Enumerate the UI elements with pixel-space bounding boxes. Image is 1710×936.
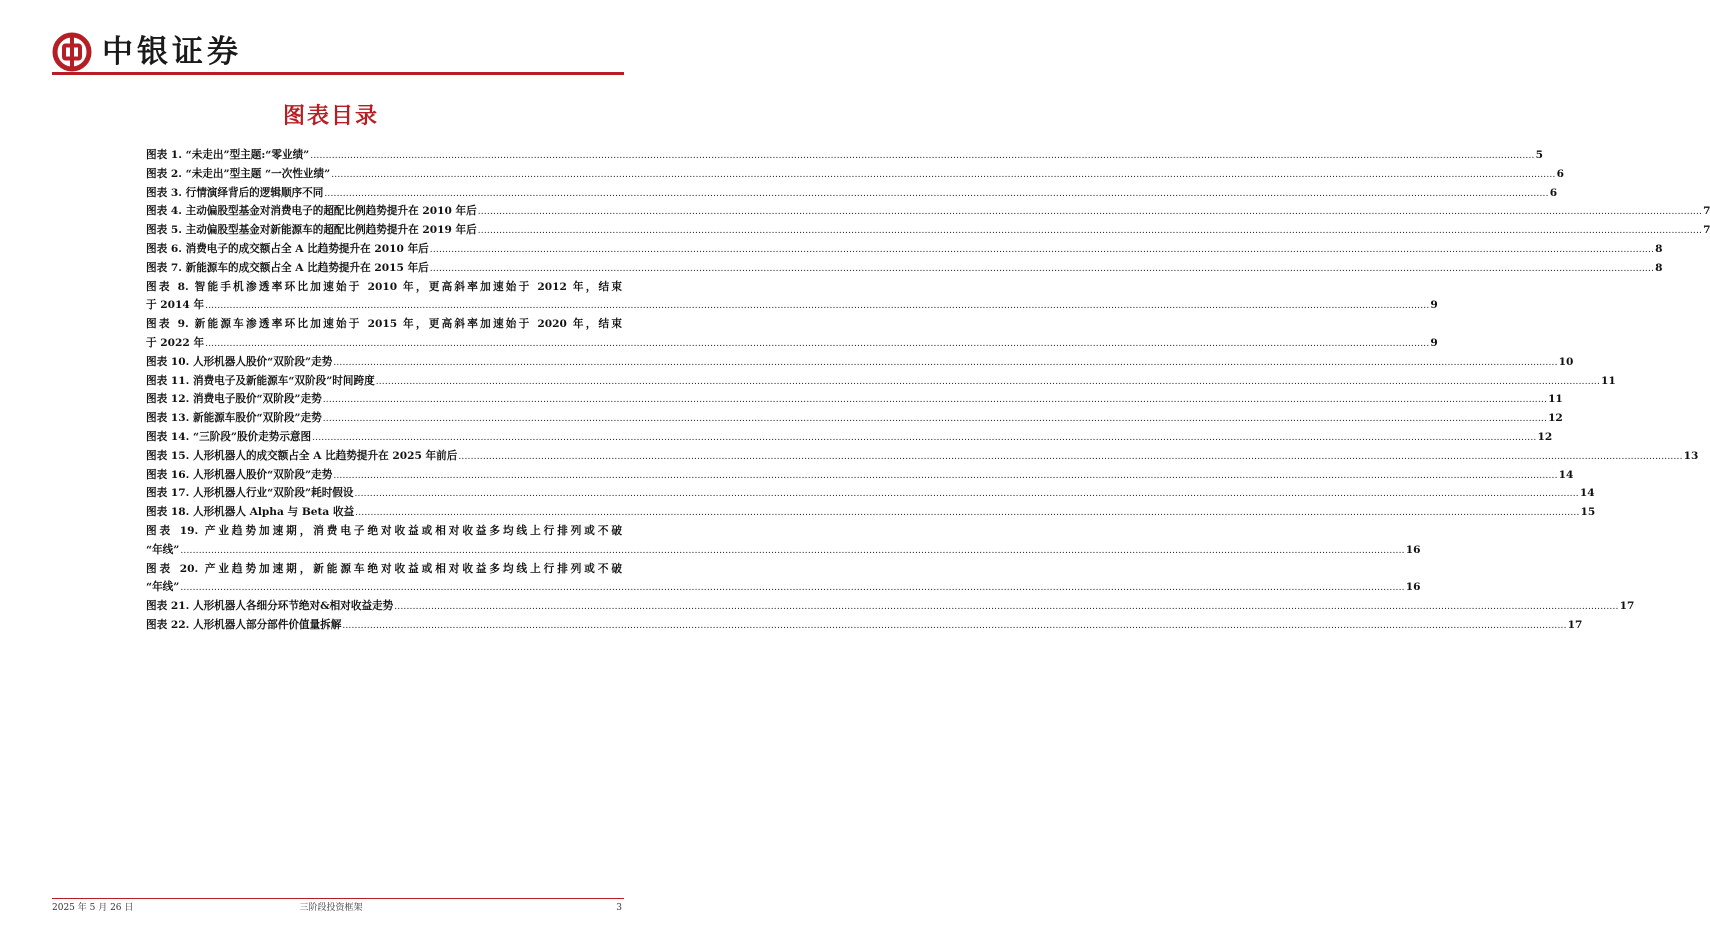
toc-entry-page: 11 (1601, 374, 1616, 387)
toc-dot-leader: ................................................................................................................................................................................................................................................................................................................................................................................................................ (333, 470, 1558, 481)
toc-entry-label: 图表 8. 智能手机渗透率环比加速始于 2010 年，更高斜率加速始于 2012 年，结束 (146, 280, 622, 293)
toc-entry[interactable] (146, 484, 1595, 503)
toc-entry-label: 图表 3. 行情演绎背后的逻辑顺序不同 (146, 186, 324, 199)
toc-entry-page: 13 (1683, 449, 1699, 462)
toc-dot-leader: ................................................................................................................................................................................................................................................................................................................................................................................................................ (429, 263, 1655, 274)
toc-entry-label-continued: 于 2022 年 (146, 336, 205, 349)
toc-entry-label-continued: “年线” (146, 543, 180, 556)
toc-entry-page: 7 (1703, 224, 1710, 237)
toc-dot-leader: ................................................................................................................................................................................................................................................................................................................................................................................................................ (312, 432, 1537, 443)
toc-entry-label: 图表 17. 人形机器人行业“双阶段”耗时假设 (146, 487, 354, 500)
toc-entry-label: 图表 1. “未走出”型主题:“零业绩” (146, 149, 310, 161)
toc-entry[interactable] (146, 240, 1663, 259)
toc-entry-label: 图表 6. 消费电子的成交额占全 A 比趋势提升在 2010 年后 (146, 242, 429, 255)
toc-entry-label: 图表 18. 人形机器人 Alpha 与 Beta 收益 (146, 506, 355, 519)
toc-entry-page: 5 (1535, 149, 1543, 161)
toc-entry-page: 8 (1655, 242, 1663, 255)
toc-dot-leader: ................................................................................................................................................................................................................................................................................................................................................................................................................ (322, 414, 1548, 425)
toc-dot-leader: ................................................................................................................................................................................................................................................................................................................................................................................................................ (375, 376, 1601, 387)
toc-entry-page: 12 (1537, 430, 1553, 443)
toc-dot-leader: ................................................................................................................................................................................................................................................................................................................................................................................................................ (180, 583, 1405, 594)
footer-date: 2025 年 5 月 26 日 (52, 903, 134, 913)
toc-entry-page: 6 (1556, 167, 1564, 180)
toc-entry-label: 图表 7. 新能源车的成交额占全 A 比趋势提升在 2015 年后 (146, 261, 429, 274)
toc-dot-leader: ................................................................................................................................................................................................................................................................................................................................................................................................................ (331, 169, 1556, 180)
toc-entry[interactable] (146, 560, 1421, 598)
toc-dot-leader: ................................................................................................................................................................................................................................................................................................................................................................................................................ (205, 301, 1430, 312)
toc-entry[interactable] (146, 353, 1574, 372)
toc-entry-page: 8 (1655, 261, 1663, 274)
table-of-figures (146, 146, 1710, 635)
toc-dot-leader: ................................................................................................................................................................................................................................................................................................................................................................................................................ (354, 489, 1579, 500)
toc-entry-label: 图表 5. 主动偏股型基金对新能源车的超配比例趋势提升在 2019 年后 (146, 224, 477, 237)
toc-dot-leader: ................................................................................................................................................................................................................................................................................................................................................................................................................ (322, 395, 1548, 406)
toc-dot-leader: ................................................................................................................................................................................................................................................................................................................................................................................................................ (310, 151, 1535, 161)
toc-entry-label: 图表 22. 人形机器人部分部件价值量拆解 (146, 618, 342, 631)
toc-entry-page: 10 (1558, 355, 1574, 368)
toc-entry-label-continued: “年线” (146, 581, 180, 594)
footer-page-number: 3 (616, 903, 622, 913)
toc-dot-leader: ................................................................................................................................................................................................................................................................................................................................................................................................................ (458, 451, 1683, 462)
toc-entry-label: 图表 16. 人形机器人股价“双阶段”走势 (146, 468, 333, 481)
toc-entry-label-continued: 于 2014 年 (146, 299, 205, 312)
toc-entry-label: 图表 20. 产业趋势加速期，新能源车绝对收益或相对收益多均线上行排列或不破 (146, 562, 622, 575)
page-title: 图表目录 (282, 104, 379, 129)
toc-entry[interactable] (146, 221, 1710, 240)
toc-entry[interactable] (146, 202, 1710, 221)
toc-entry-page: 16 (1405, 543, 1421, 556)
toc-entry[interactable] (146, 165, 1564, 184)
brand-name: 中银证券 (102, 34, 242, 70)
toc-entry-page: 16 (1405, 581, 1421, 594)
toc-entry[interactable] (146, 447, 1699, 466)
footer-divider (52, 898, 624, 899)
toc-entry[interactable] (146, 372, 1616, 391)
toc-entry[interactable] (146, 278, 1438, 316)
toc-entry-label: 图表 2. “未走出”型主题 “一次性业绩” (146, 167, 331, 180)
toc-entry-label: 图表 21. 人形机器人各细分环节绝对&相对收益走势 (146, 600, 394, 613)
toc-entry[interactable] (146, 466, 1574, 485)
toc-entry-page: 14 (1579, 487, 1595, 500)
toc-dot-leader: ................................................................................................................................................................................................................................................................................................................................................................................................................ (333, 357, 1558, 368)
toc-entry[interactable] (146, 315, 1438, 353)
toc-dot-leader: ................................................................................................................................................................................................................................................................................................................................................................................................................ (205, 338, 1430, 349)
toc-entry-page: 7 (1703, 205, 1710, 218)
toc-dot-leader: ................................................................................................................................................................................................................................................................................................................................................................................................................ (324, 188, 1549, 199)
toc-dot-leader: ................................................................................................................................................................................................................................................................................................................................................................................................................ (477, 207, 1703, 218)
toc-entry-page: 9 (1430, 336, 1438, 349)
toc-entry-page: 12 (1548, 412, 1563, 425)
toc-entry-page: 9 (1430, 299, 1438, 312)
toc-entry-label: 图表 9. 新能源车渗透率环比加速始于 2015 年，更高斜率加速始于 2020 年，结束 (146, 318, 622, 331)
toc-entry-page: 17 (1619, 600, 1635, 613)
toc-entry-label: 图表 12. 消费电子股价“双阶段”走势 (146, 393, 322, 406)
toc-dot-leader: ................................................................................................................................................................................................................................................................................................................................................................................................................ (342, 620, 1567, 631)
toc-dot-leader: ................................................................................................................................................................................................................................................................................................................................................................................................................ (355, 508, 1580, 519)
toc-entry[interactable] (146, 184, 1558, 203)
toc-entry-label: 图表 15. 人形机器人的成交额占全 A 比趋势提升在 2025 年前后 (146, 449, 458, 462)
toc-entry-page: 11 (1548, 393, 1563, 406)
toc-entry[interactable] (146, 503, 1596, 522)
footer-title: 三阶段投资框架 (299, 903, 363, 913)
toc-entry[interactable] (146, 146, 1543, 165)
toc-entry-label: 图表 14. “三阶段”股价走势示意图 (146, 430, 312, 443)
toc-entry[interactable] (146, 597, 1635, 616)
toc-entry[interactable] (146, 522, 1421, 560)
toc-entry-page: 15 (1580, 506, 1596, 519)
toc-entry-page: 17 (1567, 618, 1583, 631)
toc-entry-label: 图表 4. 主动偏股型基金对消费电子的超配比例趋势提升在 2010 年后 (146, 205, 477, 218)
toc-entry-label: 图表 19. 产业趋势加速期，消费电子绝对收益或相对收益多均线上行排列或不破 (146, 524, 622, 537)
toc-dot-leader: ................................................................................................................................................................................................................................................................................................................................................................................................................ (477, 226, 1703, 237)
toc-entry[interactable] (146, 390, 1563, 409)
bank-of-china-logo-icon (52, 32, 92, 72)
toc-entry-label: 图表 13. 新能源车股价“双阶段”走势 (146, 412, 322, 425)
toc-entry-page: 14 (1558, 468, 1574, 481)
header-divider (52, 72, 624, 75)
toc-entry[interactable] (146, 259, 1663, 278)
toc-entry-page: 6 (1549, 186, 1558, 199)
toc-entry-label: 图表 10. 人形机器人股价“双阶段”走势 (146, 355, 333, 368)
toc-entry[interactable] (146, 616, 1583, 635)
toc-entry[interactable] (146, 409, 1563, 428)
toc-entry[interactable] (146, 428, 1553, 447)
toc-dot-leader: ................................................................................................................................................................................................................................................................................................................................................................................................................ (180, 545, 1405, 556)
page-header (52, 30, 624, 78)
toc-entry-label: 图表 11. 消费电子及新能源车“双阶段”时间跨度 (146, 374, 375, 387)
toc-dot-leader: ................................................................................................................................................................................................................................................................................................................................................................................................................ (394, 602, 1619, 613)
toc-dot-leader: ................................................................................................................................................................................................................................................................................................................................................................................................................ (429, 244, 1655, 255)
